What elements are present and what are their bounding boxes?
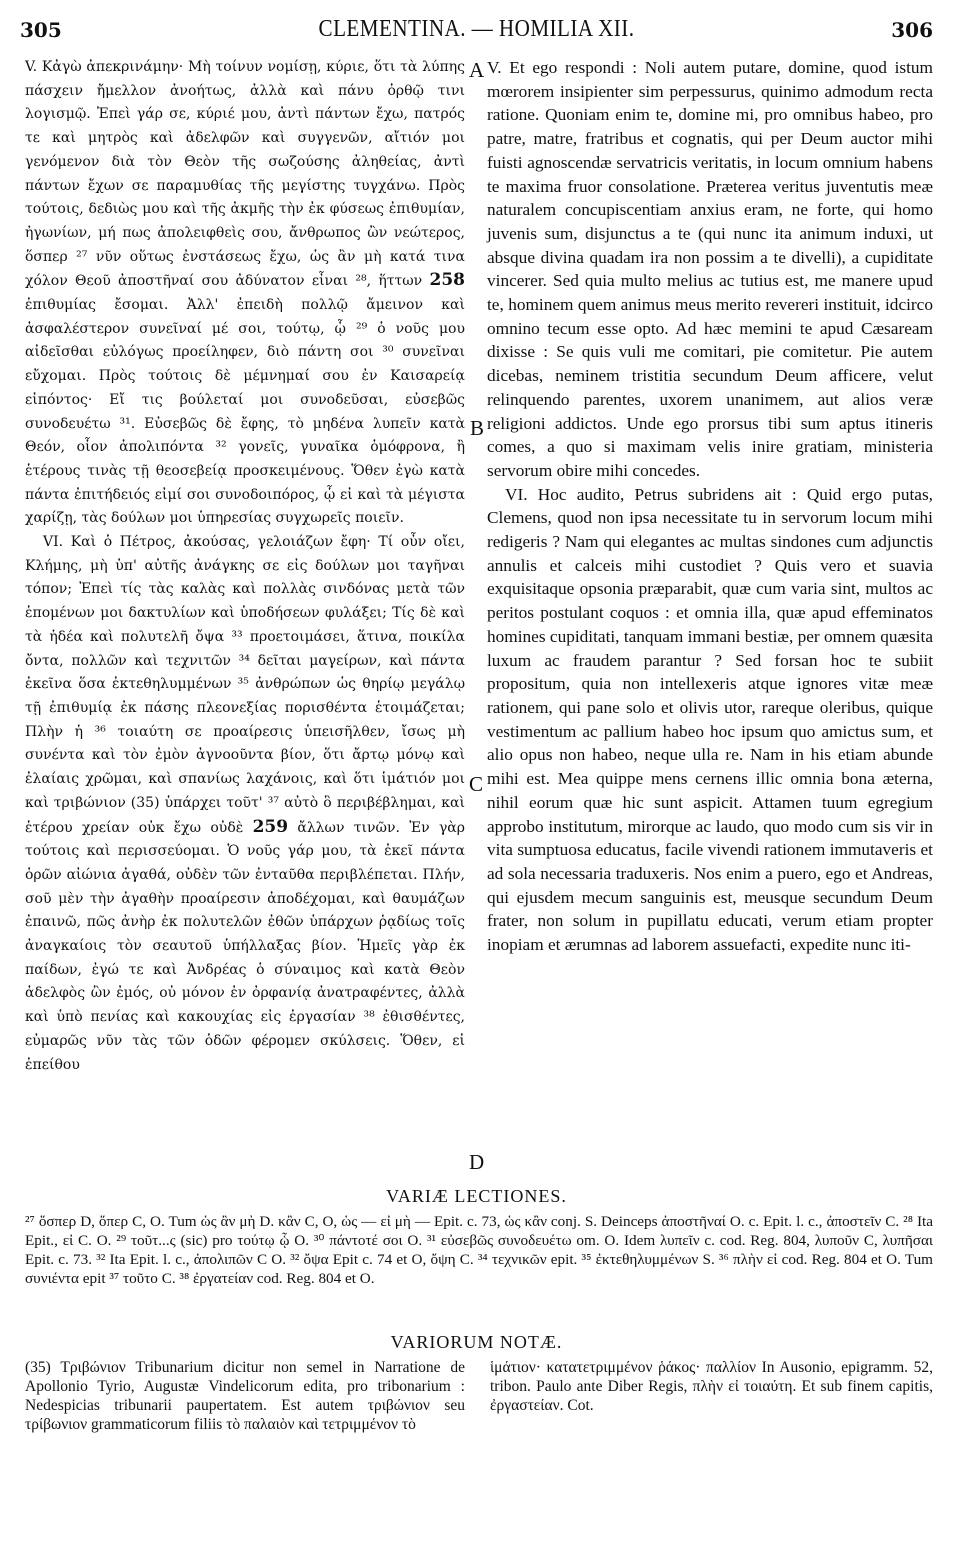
margin-marker-b: B [470, 416, 485, 440]
notae-left-column: (35) Τριβώνιον Tribunarium dicitur non semel in Narratione de Apollonio Tyrio, Augustæ Vindelicorum edita, pro tribonarium : Nedespicias tribunarii paupertatem. Est autem τριβώνιον seu τρίβωνιον grammaticorum filiis τὸ παλαιὸν καὶ τετριμμένον τὸ [25, 1359, 465, 1433]
greek-text-1a: V. Κἀγὼ ἀπεκρινάμην· Μὴ τοίνυν νομίσῃ, κύριε, ὅτι τὰ λύπης πάσχειν ἤμελλον ἀνοήτως, ἀλλὰ καὶ πάνυ ὀρθῷ τινι λογισμῷ. Ἐπεὶ γάρ σε, κύριέ μου, ἀντὶ πάντων ἔχω, πατρός τε καὶ μητρὸς καὶ ἀδελφῶν καὶ συγγενῶν, αἴτιόν μοι γενόμενον διὰ τὸν Θεὸν τῆς σωζούσης ἀληθείας, ἀντὶ πάντων ἔχων σε παραμυθίας τῆς μεγίστης τυγχάνω. Πρὸς τούτοις, δεδιὼς μου καὶ τῆς ἀκμῆς τὴν ἐκ φύσεως ἐπιθυμίαν, ἠγωνίων, μή πως ἀπολειφθεὶς σου, ἄνθρωπος ὢν νεώτερος, ὅσπερ ²⁷ νῦν οὕτως ἐνστάσεως ἔχω, ὡς ἂν μὴ κατά τινα χόλον Θεοῦ ἀποστῆναί σου ἀδύνατον εἶναι ²⁸, ἥττων [25, 59, 465, 290]
greek-column [25, 56, 465, 1077]
latin-para-2: VI. Hoc audito, Petrus subridens ait : Quid ergo putas, Clemens, quod non ipsa necessitate tu in servorum locum mihi redigeris ? Nam qui elegantes ac multas sindones cum adjunctis annulis et calceis mihi custodiet ? Quis vero et suavia exquisitaque opsonia præparabit, quæ cum varia sint, multos ac peritos postulant coquos : et omnia illa, quæ apud effeminatos homines cupiditati, tanquam immani bestiæ, per omnem quæsita luxum ac fraudem parantur ? Sed forsan hoc te subiit propositum, quia non intellexeris atque ignores vitæ meæ rationem, qui pane solo et olivis utor, rareque oleribus, quique vestimentum ac pallium habeo hoc ipsum quo amictus sum, et alio opus non habeo, neque ulla re. Nam in his etiam abunde mihi est. Mea quippe mens cernens illic omnia bona æterna, nihil eorum quæ hic sunt aspicit. Attamen tuum egregium approbo institutum, mirorque ac laudo, quo modo cum sis vir in vita sumptuosa educatus, facile vivendi rationem immutaveris et ad sola necessaria traduxeris. Nos enim a puero, ego et Andreas, qui ejusdem mecum sanguinis est, meusque secundum Deum frater, non solum in pupillatu educati, verum etiam propter inopiam et ærumnas ad laborem assuefacti, expedite nunc iti- [487, 484, 933, 955]
greek-para-2 [25, 531, 465, 1077]
margin-marker-d: D [469, 1150, 485, 1174]
variorum-notae-title: VARIORUM NOTÆ. [390, 1332, 563, 1352]
latin-column [487, 56, 933, 957]
running-title: CLEMENTINA. — HOMILIA XII. [318, 16, 635, 42]
margin-marker-a: A [469, 58, 485, 82]
margin-marker-c: C [469, 772, 484, 796]
notae-right-column: ἱμάτιον· κατατετριμμένον ῥάκος· παλλίον In Ausonio, epigramm. 52, tribon. Paulo ante Diber Regis, πλὴν εἰ τοιαύτη. Et sub finem capitis, ἐργαστείαν. Cot. [490, 1359, 933, 1414]
page-number-right: 306 [891, 18, 933, 42]
latin-para-1: V. Et ego respondi : Noli autem putare, domine, quod istum mœrorem insipienter sim perpessurus, quinimo admodum recta ratione. Quoniam enim te, domine mi, pro omnibus habeo, pro patre, matre, fratribus et cognatis, qui per Deum auctor mihi fuisti agnoscendæ servatricis veritatis, in locum omnium habens te maxima fruor consolatione. Præterea veritus juventutis meæ naturalem concupiscentiam anxius eram, ne forte, qui homo juvenis sum, disjunctus a te (qui nunc ita animum induxi, ut absque divina quadam ira non possim a te divelli), a cupiditate vincerer. Sed quia multo melius ac tutius est, me manere upud te, hominem quem animus meus merito revereri instituit, idcirco omnino tecum esse opto. Ad hæc memini te apud Cæsaream dixisse : Se quis vuli me comitari, pie comitetur. Pie autem dicebas, neminem tristitia secundum Deum afficere, velut relinquendo parentes, uxorem unanimem, aut alios veræ religioni addictos. Unde ego prorsus tibi sum aptus itineris comes, a quo si maximam velis inire gratiam, ministeria servorum obire mihi concedes. [487, 58, 933, 480]
greek-text-2b: ἄλλων τινῶν. Ἐν γὰρ τούτοις καὶ περισσεύομαι. Ὁ νοῦς γάρ μου, τὰ ἐκεῖ πάντα ὁρῶν αἰώνια ἀγαθά, οὐδὲν τῶν ἐνταῦθα περιβλέπεται. Πλήν, σοῦ μὲν τὴν ἀγαθὴν προαίρεσιν ἀποδέχομαι, καὶ θαυμάζων ἐπαινῶ, πῶς ἀνὴρ ἐκ πολυτελῶν ἐθῶν ὑπάρχων ῥᾳδίως τοῖς ἀναγκαίοις τὸν σεαυτοῦ ὑπήλλαξας βίον. Ἡμεῖς γὰρ ἐκ παίδων, ἐγώ τε καὶ Ἀνδρέας ὁ σύναιμος καὶ κατὰ Θεὸν ἀδελφὸς ὢν ἐμός, οὐ μόνον ἐν ὀρφανίᾳ ἀνατραφέντες, ἀλλὰ καὶ ὑπὸ πενίας καὶ κακουχίας εἰς ἐργασίαν ³⁸ ἐθισθέντες, εὐμαρῶς νῦν τὰς τῶν ὁδῶν φέρομεν σκύλσεις. Ὅθεν, εἰ ἐπείθου [25, 819, 465, 1073]
page-header [18, 14, 935, 44]
greek-text-1b: ἐπιθυμίας ἔσομαι. Ἀλλ' ἐπειδὴ πολλῷ ἄμεινον καὶ ἀσφαλέστερον συνεῖναί μέ σοι, τούτῳ, ᾧ ²⁹ ὁ νοῦς μου αἰδεῖσθαι εὐλόγως προείληφεν, διὸ πάντη σοι ³⁰ συνεῖναι εὔχομαι. Πρὸς τούτοις δὲ μέμνημαί σου ἐν Καισαρείᾳ εἰπόντος· Εἴ τις βούλεταί μοι συνοδεῦσαι, εὐσεβῶς συνοδευέτω ³¹. Εὐσεβῶς δὲ ἔφης, τὸ μηδένα λυπεῖν κατὰ Θεόν, οἷον ἀπολιπόντα ³² γονεῖς, γυναῖκα ὁμόφρονα, ἢ ἑτέρους τινὰς τῇ θεοσεβείᾳ προσκειμένους. Ὅθεν ἐγὼ κατὰ πάντα ἐπιτήδειός εἰμί σοι συνοδοιπόρος, ᾧ εἰ καὶ τὰ μέγιστα χαρίζῃ, τὰς δούλων μοι ὑπηρεσίας συγχωρεῖς ποιεῖν. [25, 297, 465, 527]
greek-text-2a: VI. Καὶ ὁ Πέτρος, ἀκούσας, γελοιάζων ἔφη· Τί οὖν οἴει, Κλήμης, μὴ ὑπ' αὐτῆς ἀνάγκης σε εἰς δούλων μοι ταγῆναι τόπον; Ἐπεὶ τίς τὰς καλὰς καὶ πολλὰς σινδόνας μετὰ τῶν ἑπομένων μοι δακτυλίων καὶ ὑποδήσεων φυλάξει; Τίς δὲ καὶ τὰ ἡδέα καὶ πολυτελῆ ὄψα ³³ προετοιμάσει, ἅτινα, ποικίλα ὄντα, πολλῶν καὶ τεχνιτῶν ³⁴ δεῖται μαγείρων, καὶ πάντα ἐκεῖνα ὅσα ἐκτεθηλυμμένων ³⁵ ἀνθρώπων ὡς θηρίῳ μεγάλῳ τῇ ἐπιθυμίᾳ ἐκ πάσης πλεονεξίας πορισθέντα ἑτοιμάζεται; Πλὴν ἡ ³⁶ τοιαύτη σε προαίρεσις ὑπεισῆλθεν, ἴσως μὴ συνέντα καὶ τὸν ἐμὸν ἀγνοοῦντα βίον, ὅτι ἄρτῳ μόνῳ καὶ ἐλαίαις χρῶμαι, καὶ σπανίως λαχάνοις, καὶ ὅτι ἱμάτιόν μοι καὶ τριβώνιον (35) ὑπάρχει τοῦτ' ³⁷ αὐτὸ ὃ περιβέβλημαι, καὶ ἑτέρου χρείαν οὐκ ἔχω οὐδὲ [25, 534, 465, 836]
column-number-259: 259 [252, 816, 289, 837]
page-number-left: 305 [20, 18, 62, 42]
variae-lectiones-text: ²⁷ ὅσπερ D, ὅπερ C, O. Tum ὡς ἂν μὴ D. κἂν C, O, ὡς — εἰ μὴ — Epit. c. 73, ὡς κἂν conj. S. Deinceps ἀποστῆναί O. c. Epit. l. c., ἀποστεῖν C. ²⁸ Ita Epit., εἰ C. O. ²⁹ τοῦτ...ς (sic) pro τούτῳ ᾧ O. ³⁰ πάντοτέ σοι O. ³¹ εὐσεβῶς συνοδευέτω om. O. Idem λυπεῖν c. cod. Reg. 804, λυποῦν C, λυπῆσαι Epit. c. 73. ³² Ita Epit. l. c., ἀπολιπῶν C O. ³² ὄψα Epit c. 74 et O, ὄψη C. ³⁴ τεχνικῶν epit. ³⁵ ἐκτεθηλυμμένων S. ³⁶ πλὴν εἰ cod. Reg. 804 et O. Tum συνιέντα epit ³⁷ τοῦτο C. ³⁸ ἐργατείαν cod. Reg. 804 et O. [25, 1213, 933, 1287]
column-number-258: 258 [429, 270, 465, 291]
variae-lectiones-title: VARIÆ LECTIONES. [386, 1186, 567, 1206]
greek-para-1 [25, 56, 465, 531]
